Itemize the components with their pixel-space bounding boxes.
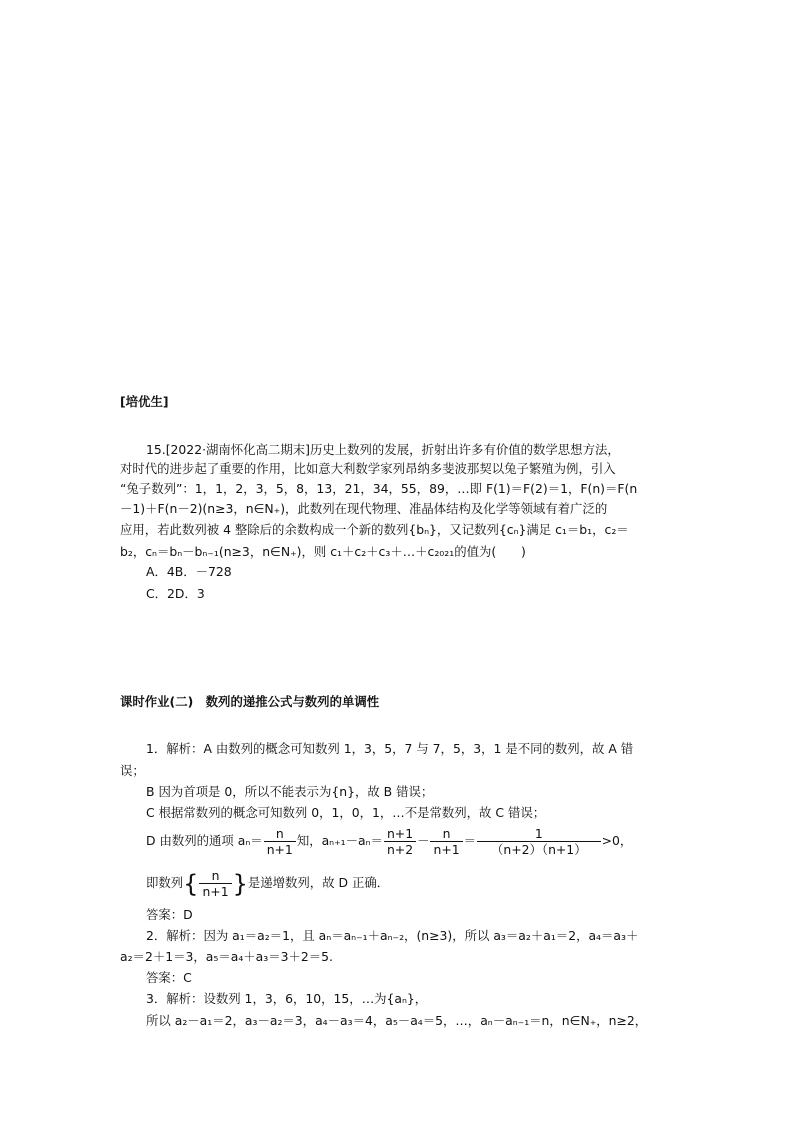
fraction-numerator: n <box>211 868 220 883</box>
q1-d-minus: － <box>417 833 430 848</box>
q1-e-text-a: 即数列 <box>146 875 184 890</box>
fraction-denominator: n+1 <box>430 841 462 857</box>
fraction-denominator: n+2 <box>384 841 416 857</box>
answer-section-title: 课时作业(二) 数列的递推公式与数列的单调性 <box>120 694 380 709</box>
fraction-numerator: n+1 <box>386 826 414 841</box>
fraction-n-over-n1 <box>264 826 296 857</box>
q1-option-d-formula <box>146 826 632 857</box>
q2-line-2: a₂＝2＋1＝3，a₅＝a₄＋a₃＝3＋2＝5. <box>120 949 333 964</box>
problem-15-line-6: b₂，cₙ＝bₙ－bₙ₋₁(n≥3，n∈N₊)，则 c₁＋c₂＋c₃＋…＋c₂₀₂₁的值为( ) <box>120 544 526 559</box>
q1-line-2: 误； <box>120 763 145 778</box>
right-brace-icon: } <box>232 869 248 898</box>
fraction-denominator: n+1 <box>199 883 231 899</box>
q1-answer: 答案：D <box>146 907 193 922</box>
section-label-advanced: [培优生] <box>120 394 169 409</box>
q2-line-1: 2．解析：因为 a₁＝a₂＝1，且 aₙ＝aₙ₋₁＋aₙ₋₂，(n≥3)，所以 a₃＝a₂＋a₁＝2，a₄＝a₃＋ <box>146 928 639 943</box>
fraction-1-over-product <box>477 826 601 857</box>
problem-15-line-2: 对时代的进步起了重要的作用，比如意大利数学家列昂纳多斐波那契以兔子繁殖为例，引入 <box>120 461 616 476</box>
q1-line-1: 1．解析：A 由数列的概念可知数列 1，3，5，7 与 7，5，3，1 是不同的数列，故 A 错 <box>146 741 634 756</box>
q1-d-text-a: D 由数列的通项 aₙ＝ <box>146 833 263 848</box>
problem-15-line-4: －1)＋F(n－2)(n≥3，n∈N₊)，此数列在现代物理、准晶体结构及化学等领域有着广泛的 <box>120 501 608 516</box>
fraction-denominator: n+1 <box>264 841 296 857</box>
q1-line-3: B 因为首项是 0，所以不能表示为{n}，故 B 错误； <box>146 784 434 799</box>
problem-15-line-5: 应用，若此数列被 4 整除后的余数构成一个新的数列{bₙ}，又记数列{cₙ}满足 c₁＝b₁，c₂＝ <box>120 522 629 537</box>
fraction-n-over-n1-second <box>430 826 462 857</box>
fraction-n1-over-n2 <box>384 826 416 857</box>
left-brace-icon: { <box>183 869 199 898</box>
q3-line-1: 3．解析：设数列 1，3，6，10，15，…为{aₙ}， <box>146 991 428 1006</box>
q2-answer: 答案：C <box>146 970 192 985</box>
problem-15-options-ab: A．4B．－728 <box>146 564 232 579</box>
q1-d-equals: ＝ <box>463 833 476 848</box>
fraction-sequence-term <box>199 868 231 899</box>
fraction-numerator: n <box>442 826 451 841</box>
q1-sequence-increasing <box>146 868 389 899</box>
q3-line-2: 所以 a₂－a₁＝2，a₃－a₂＝3，a₄－a₃＝4，a₅－a₄＝5，…，aₙ－aₙ₋₁＝n，n∈N₊，n≥2， <box>146 1013 648 1028</box>
problem-15-line-3: “兔子数列”：1，1，2，3，5，8，13，21，34，55，89，…即 F(1)＝F(2)＝1，F(n)＝F(n <box>120 481 638 496</box>
fraction-numerator: 1 <box>534 826 543 841</box>
fraction-numerator: n <box>275 826 284 841</box>
fraction-denominator: （n+2）（n+1） <box>477 841 601 857</box>
problem-15-line-1: 15.[2022·湖南怀化高二期末]历史上数列的发展，折射出许多有价值的数学思想方法， <box>146 442 620 457</box>
q1-d-greater-zero: >0， <box>601 833 633 848</box>
q1-d-text-b: 知，aₙ₊₁－aₙ＝ <box>296 833 383 848</box>
q1-e-text-b: 是递增数列，故 D 正确． <box>247 875 390 890</box>
q1-line-4: C 根据常数列的概念可知数列 0，1，0，1，…不是常数列，故 C 错误； <box>146 805 546 820</box>
problem-15-options-cd: C．2D．3 <box>146 586 205 601</box>
